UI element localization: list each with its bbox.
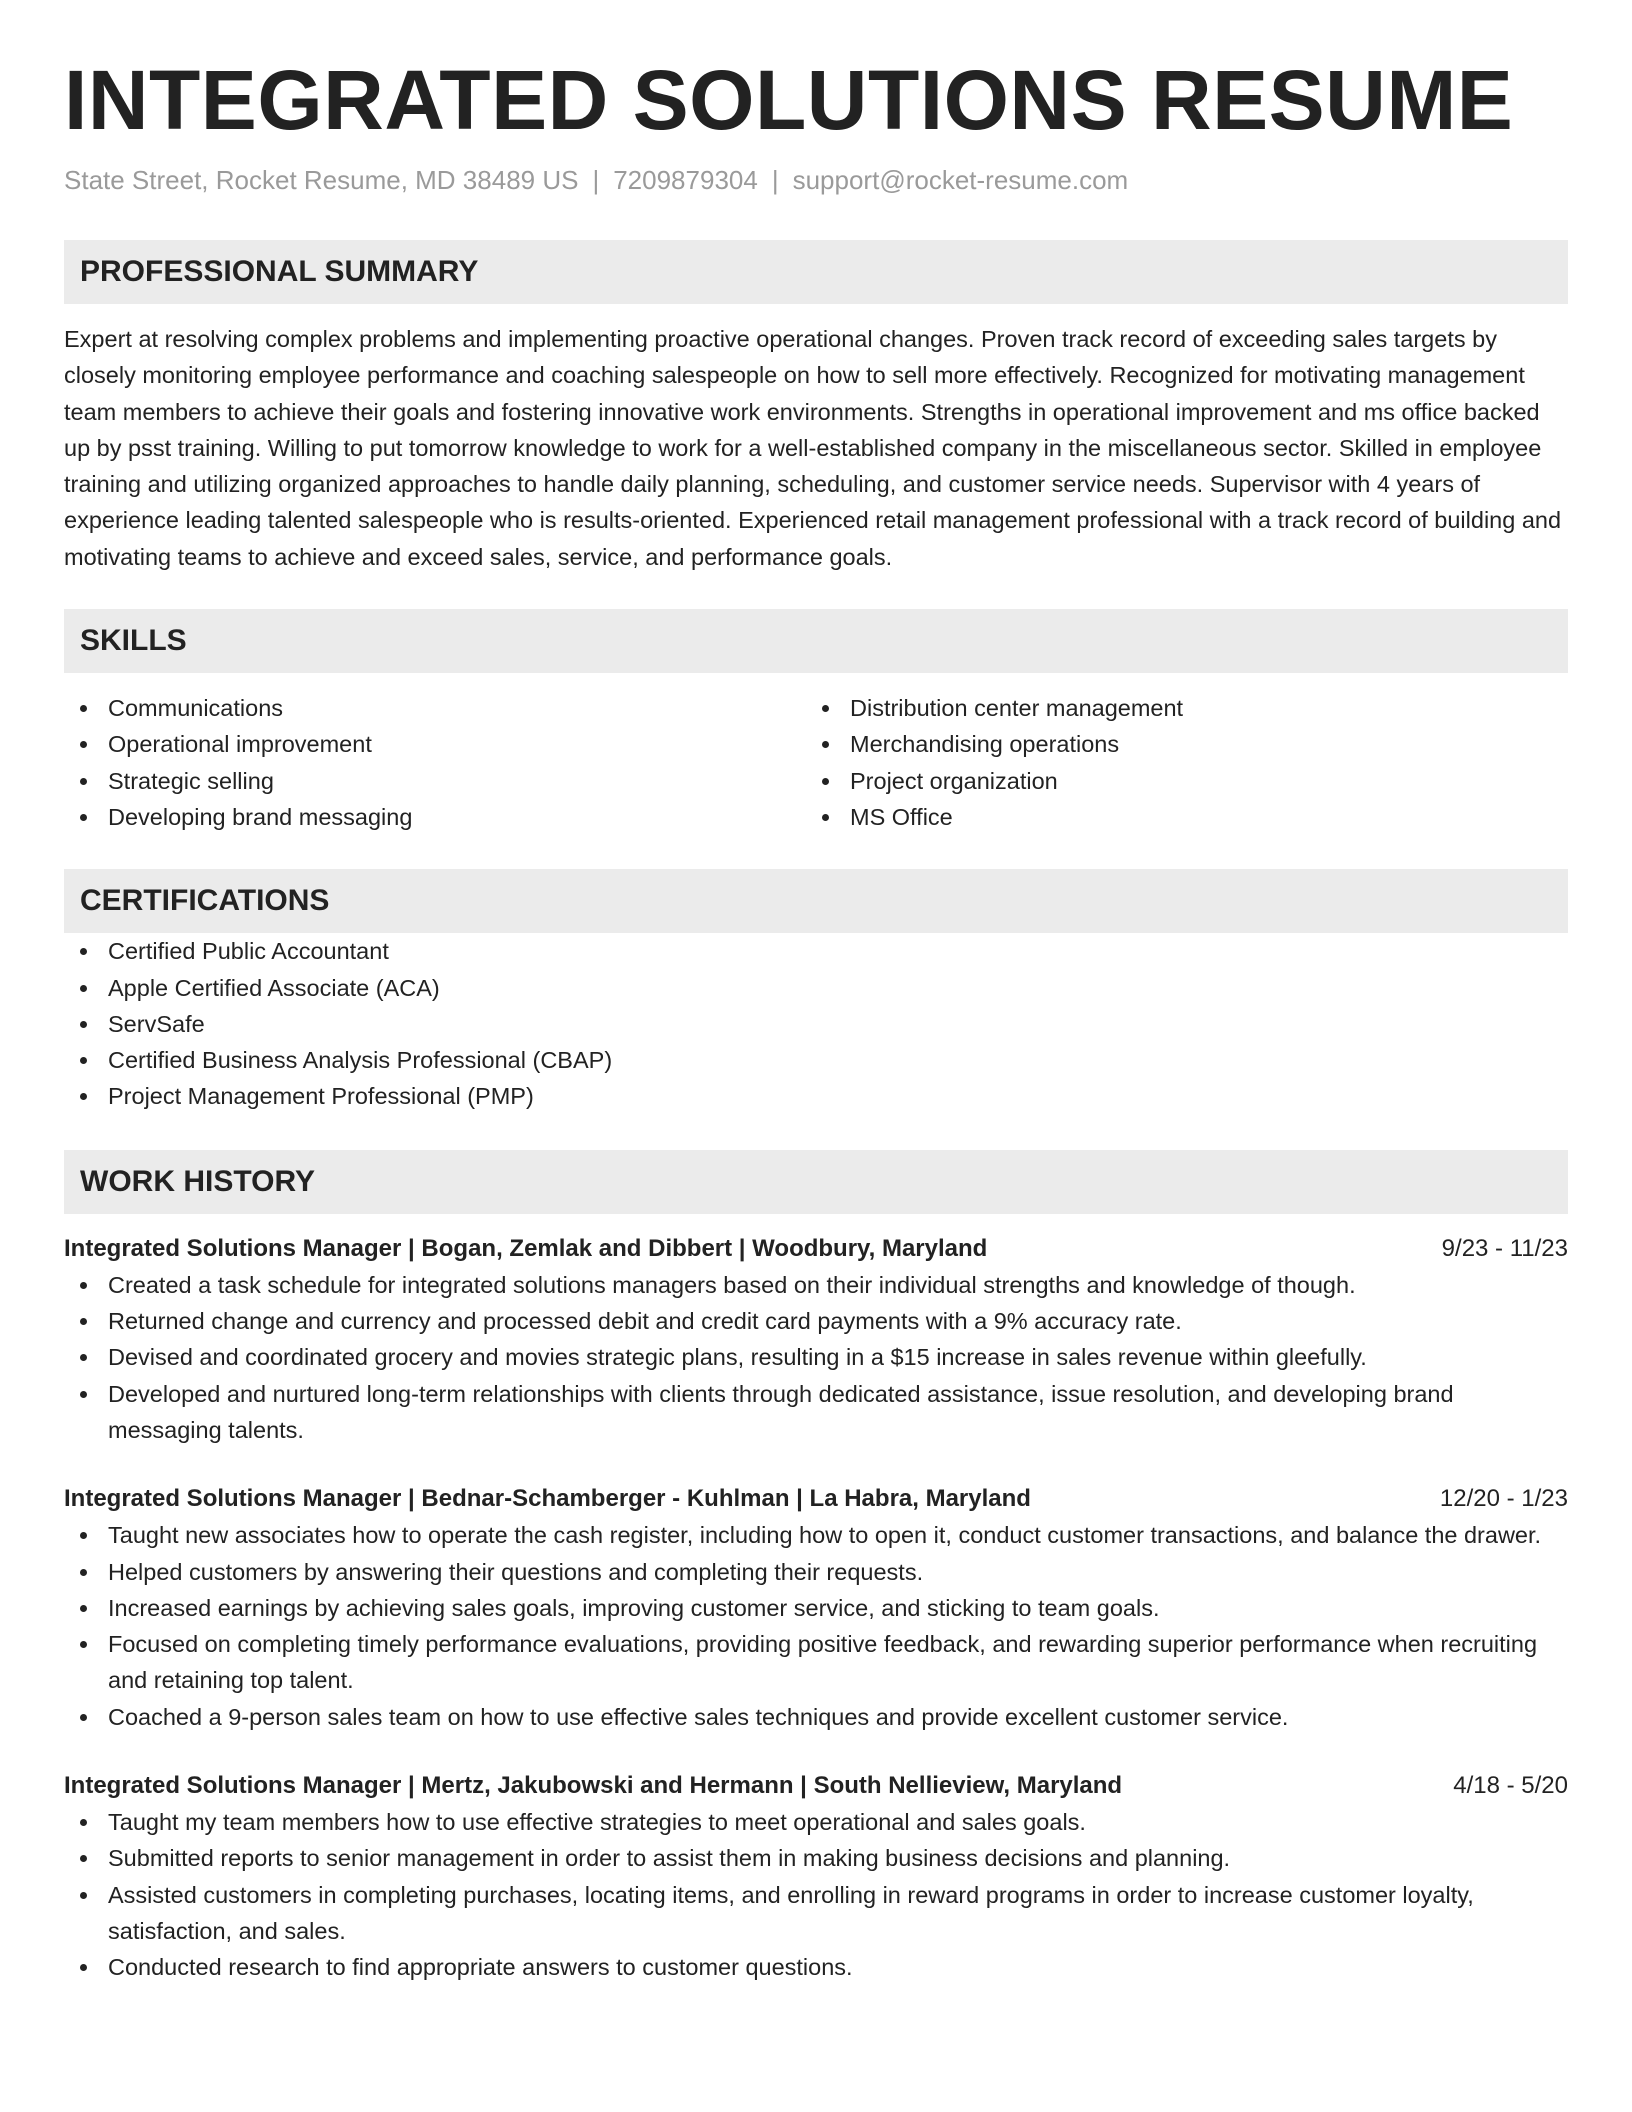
certification-item: Apple Certified Associate (ACA) [64,970,1568,1006]
job-bullet: Helped customers by answering their questions and completing their requests. [64,1554,1568,1590]
job-bullet: Created a task schedule for integrated solutions managers based on their individual strengths and knowledge of though. [64,1267,1568,1303]
skill-item: Strategic selling [64,763,806,799]
certification-item: Certified Business Analysis Professional (CBAP) [64,1042,1568,1078]
skills-list-left [64,690,806,835]
job-header [64,1231,1568,1267]
job-entry [64,1481,1568,1735]
work-history-heading: WORK HISTORY [64,1150,1568,1214]
job-bullet: Devised and coordinated grocery and movies strategic plans, resulting in a $15 increase in sales revenue within gleefully. [64,1339,1568,1375]
job-bullet: Increased earnings by achieving sales goals, improving customer service, and sticking to team goals. [64,1590,1568,1626]
job-bullet: Assisted customers in completing purchases, locating items, and enrolling in reward programs in order to increase customer loyalty, satisfaction, and sales. [64,1877,1568,1950]
skills-column-left [64,690,806,835]
certifications-list [64,933,1568,1114]
certifications-heading: CERTIFICATIONS [64,869,1568,933]
summary-heading: PROFESSIONAL SUMMARY [64,240,1568,304]
job-header [64,1481,1568,1517]
job-bullets [64,1517,1568,1735]
skill-item: Operational improvement [64,726,806,762]
skill-item: Communications [64,690,806,726]
skill-item: Project organization [806,763,1548,799]
contact-email: support@rocket-resume.com [792,165,1129,195]
skill-item: Distribution center management [806,690,1548,726]
resume-title: INTEGRATED SOLUTIONS RESUME [64,53,1514,147]
contact-phone: 7209879304 [613,165,758,195]
resume-page [64,0,1568,1986]
skills-list-right [806,690,1548,835]
job-bullet: Returned change and currency and processed debit and credit card payments with a 9% accuracy rate. [64,1303,1568,1339]
job-bullet: Focused on completing timely performance evaluations, providing positive feedback, and rewarding superior performance when recruiting and retaining top talent. [64,1626,1568,1699]
contact-separator: | [771,165,779,195]
contact-address: State Street, Rocket Resume, MD 38489 US [64,165,579,195]
skills-grid [64,690,1568,835]
job-title: Integrated Solutions Manager | Bednar-Schamberger - Kuhlman | La Habra, Maryland [64,1485,1031,1513]
skills-heading: SKILLS [64,609,1568,673]
job-bullet: Submitted reports to senior management in order to assist them in making business decisions and planning. [64,1840,1568,1876]
job-bullet: Taught my team members how to use effective strategies to meet operational and sales goals. [64,1804,1568,1840]
contact-separator: | [592,165,600,195]
job-bullets [64,1804,1568,1985]
skill-item: Developing brand messaging [64,799,806,835]
job-bullet: Taught new associates how to operate the cash register, including how to open it, conduct customer transactions, and balance the drawer. [64,1517,1568,1553]
job-dates: 12/20 - 1/23 [1439,1485,1568,1513]
contact-line [64,160,1568,200]
certification-item: Certified Public Accountant [64,933,1568,969]
job-bullet: Conducted research to find appropriate answers to customer questions. [64,1949,1568,1985]
job-entry [64,1231,1568,1448]
certification-item: ServSafe [64,1006,1568,1042]
job-entry [64,1768,1568,1985]
job-header [64,1768,1568,1804]
job-title: Integrated Solutions Manager | Mertz, Jakubowski and Hermann | South Nellieview, Maryland [64,1772,1123,1800]
job-bullets [64,1267,1568,1448]
job-dates: 4/18 - 5/20 [1453,1772,1568,1800]
job-bullet: Developed and nurtured long-term relationships with clients through dedicated assistance, issue resolution, and developing brand messaging talents. [64,1376,1568,1449]
skill-item: MS Office [806,799,1548,835]
job-dates: 9/23 - 11/23 [1441,1234,1568,1262]
summary-text: Expert at resolving complex problems and implementing proactive operational changes. Proven track record of exceeding sales targets by closely monitoring employee performance and coaching salespeople on how to sell more effectively. Recognized for motivating management team members to achieve their goals and fostering innovative work environments. Strengths in operational improvement and ms office backed up by psst training. Willing to put tomorrow knowledge to work for a well-established company in the miscellaneous sector. Skilled in employee training and utilizing organized approaches to handle daily planning, scheduling, and customer service needs. Supervisor with 4 years of experience leading talented salespeople who is results-oriented. Experienced retail management professional with a track record of building and motivating teams to achieve and exceed sales, service, and performance goals. [64,326,1562,570]
skill-item: Merchandising operations [806,726,1548,762]
certification-item: Project Management Professional (PMP) [64,1078,1568,1114]
job-title: Integrated Solutions Manager | Bogan, Zemlak and Dibbert | Woodbury, Maryland [64,1234,988,1262]
job-bullet: Coached a 9-person sales team on how to use effective sales techniques and provide excellent customer service. [64,1699,1568,1735]
skills-column-right [806,690,1548,835]
